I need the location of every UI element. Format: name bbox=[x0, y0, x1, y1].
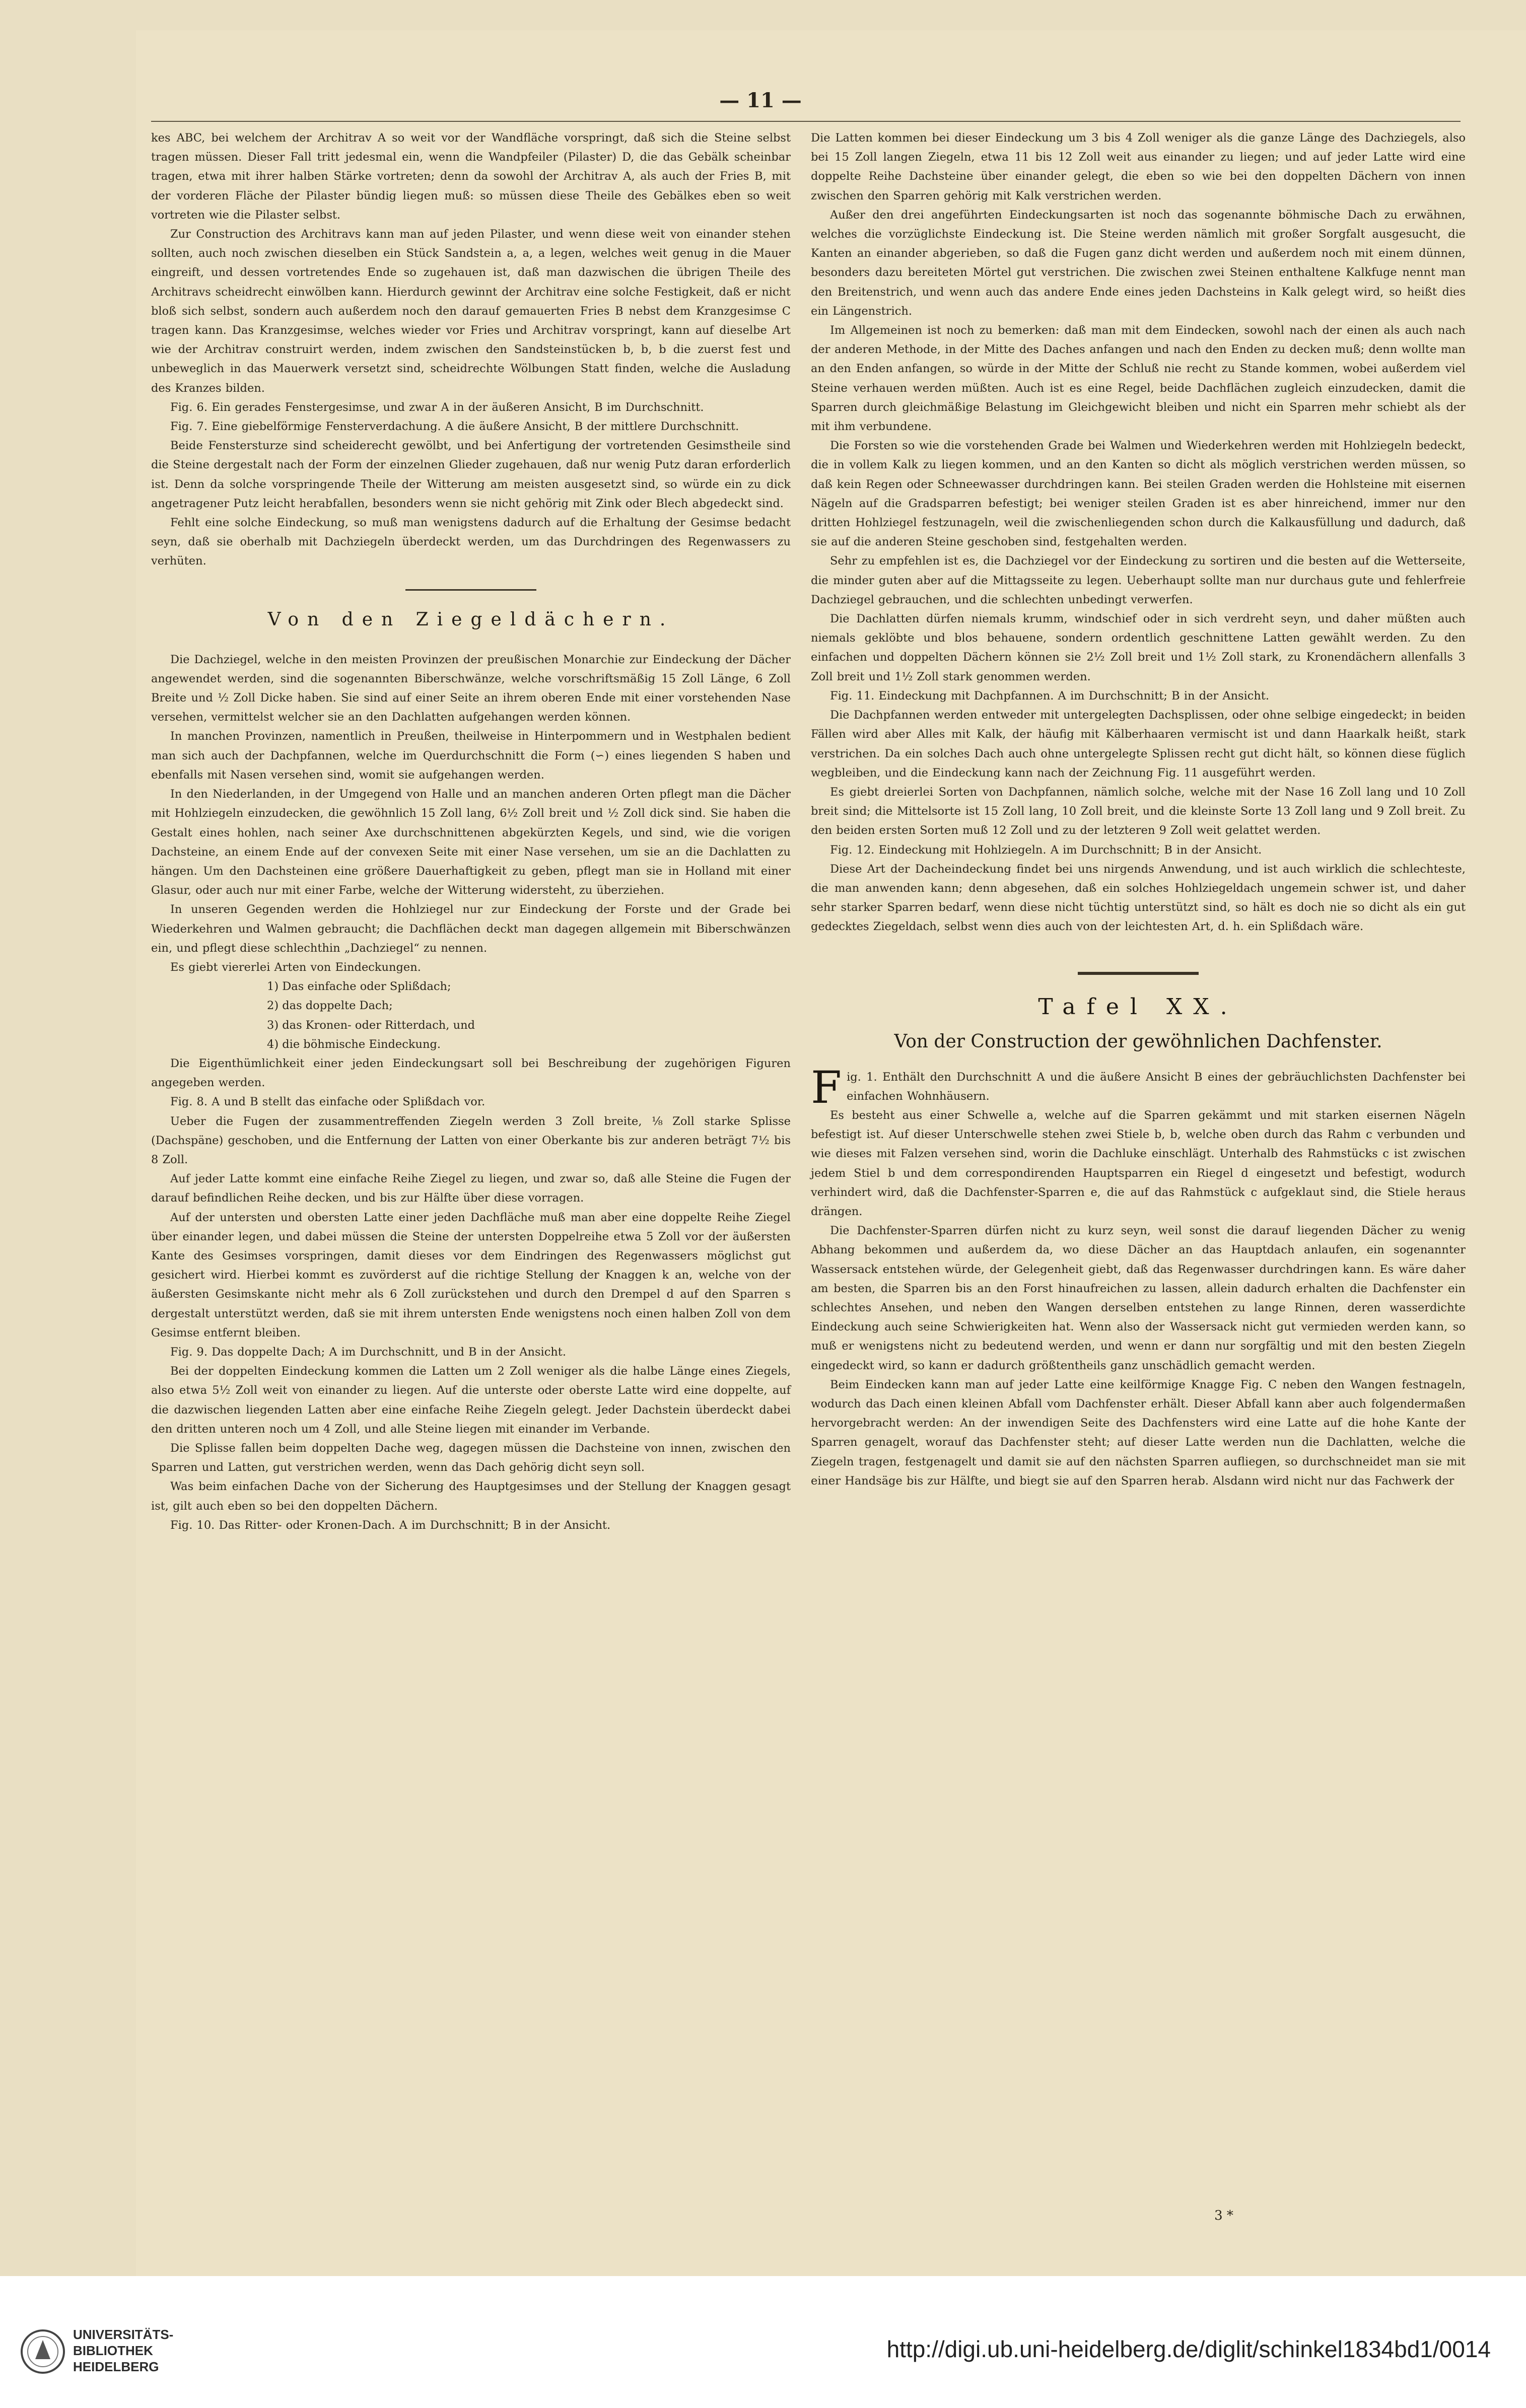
library-line: UNIVERSITÄTS- bbox=[73, 2327, 174, 2342]
paragraph: Fig. 6. Ein gerades Fenstergesimse, und zwar A in der äußeren Ansicht, B im Durchschnitt. bbox=[170, 400, 704, 414]
section-body bbox=[151, 650, 791, 977]
paragraph: Die Forsten so wie die vorstehenden Grade bei Walmen und Wiederkehren werden mit Hohlziegeln bedeckt, die in vollem Kalk zu liegen kommen, und an den Kanten so dicht als möglich verstrichen werden müssen, so daß kein Regen oder Schneewasser durchdringen kann. Bei steilen Graden werden die Hohlsteine mit eisernen Nägeln auf die Gradsparren befestigt; bei weniger steilen Graden ist es aber hinreichend, immer nur den dritten Hohlziegel festzunageln, weil die zwischenliegenden schon durch die Kalkausfüllung und dadurch, daß sie auf die anderen Steine geschoben sind, festgehalten werden. bbox=[811, 439, 1466, 549]
paragraph: Diese Art der Dacheindeckung findet bei uns nirgends Anwendung, und ist auch wirklich die schlechteste, die man anwenden kann; denn abgesehen, daß ein solches Hohlziegeldach ungemein schwer ist, und daher sehr starker Sparren bedarf, wenn diese nicht tüchtig unterstützt sind, so hält es doch nie so dicht als ein gut gedecktes Ziegeldach, selbst wenn dies auch von der leichtesten Art, d. h. ein Splißdach wäre. bbox=[811, 862, 1466, 934]
paragraph: Es giebt viererlei Arten von Eindeckungen. bbox=[170, 960, 421, 974]
list-item: 3) das Kronen- oder Ritterdach, und bbox=[267, 1018, 475, 1032]
paragraph: Fig. 12. Eindeckung mit Hohlziegeln. A im Durchschnitt; B in der Ansicht. bbox=[830, 843, 1262, 857]
paragraph: Beide Fenstersturze sind scheiderecht gewölbt, und bei Anfertigung der vortretenden Gesimstheile sind die Steine dergestalt nach der Form der einzelnen Glieder zugehauen, daß nur wenig Putz daran erforderlich ist. Denn da solche vorspringende Theile der Witterung am meisten ausgesetzt sind, so würde ein zu dick angetragener Putz leicht herabfallen, besonders wenn sie nicht gehörig mit Zink oder Blech abgedeckt sind. bbox=[151, 439, 791, 510]
right-column-text bbox=[811, 128, 1466, 937]
paragraph: Auf jeder Latte kommt eine einfache Reihe Ziegel zu liegen, und zwar so, daß alle Steine die Fugen der darauf befindlichen Reihe decken, und bis zur Hälfte über diese vorragen. bbox=[151, 1172, 791, 1205]
paragraph: ig. 1. Enthält den Durchschnitt A und die äußere Ansicht B eines der gebräuchlichsten Dachfenster bei einfachen Wohnhäusern. bbox=[847, 1070, 1466, 1103]
sheet-signature-mark: 3 * bbox=[1214, 2208, 1233, 2223]
viewer-footer bbox=[0, 2276, 1526, 2408]
paragraph: Die Eigenthümlichkeit einer jeden Eindeckungsart soll bei Beschreibung der zugehörigen Figuren angegeben werden. bbox=[151, 1056, 791, 1090]
paragraph: Zur Construction des Architravs kann man auf jeden Pilaster, und wenn diese weit von einander stehen sollten, auch noch zwischen dieselben ein Stück Sandstein a, a, a legen, welches weit genug in die Mauer eingreift, und dessen vortretendes Ende so zugehauen ist, daß man dazwischen die übrigen Theile des Architravs scheidrecht einwölben kann. Hierdurch gewinnt der Architrav eine solche Festigkeit, daß er nicht bloß sich selbst, sondern auch außerdem noch den darauf gemauerten Fries B nebst dem Kranzgesimse C tragen kann. Das Kranzgesimse, welches wieder vor Fries und Architrav vorspringt, kann auf dieselbe Art wie der Architrav construirt werden, indem zwischen den Sandsteinstücken b, b, b die zuerst fest und unbeweglich in das Mauerwerk versetzt sind, scheidrechte Wölbungen Statt finden, welche die Ausladung des Kranzes bilden. bbox=[151, 228, 791, 395]
paragraph: Die Dachziegel, welche in den meisten Provinzen der preußischen Monarchie zur Eindeckung der Dächer angewendet werden, sind die sogenannten Biberschwänze, welche vorschriftsmäßig 15 Zoll Länge, 6 Zoll Breite und ½ Zoll Dicke haben. Sie sind auf einer Seite an ihrem oberen Ende mit einer vorstehenden Nase versehen, vermittelst welcher sie an den Dachlatten aufgehangen werden können. bbox=[151, 653, 791, 724]
paragraph: Auf der untersten und obersten Latte einer jeden Dachfläche muß man aber eine doppelte Reihe Ziegel über einander legen, und dabei müssen die Steine der untersten Doppelreihe etwa 5 Zoll vor der äußersten Kante des Gesimses vorspringen, damit dieses vor dem Eindringen des Regenwassers möglichst gut gesichert wird. Hierbei kommt es zuvörderst auf die richtige Stellung der Knaggen k an, welche von der äußersten Gesimskante nicht mehr als 6 Zoll zurückstehen und durch den Drempel d auf den Sparren s dergestalt unterstützt werden, daß sie mit ihrem untersten Ende wenigstens noch einen halben Zoll von dem Gesimse entfernt bleiben. bbox=[151, 1211, 791, 1339]
tafel-body bbox=[811, 1061, 1466, 1491]
tafel-title: Tafel XX. bbox=[1038, 994, 1238, 1020]
section-title: Von den Ziegeldächern. bbox=[267, 609, 674, 630]
paragraph: Die Dachlatten dürfen niemals krumm, windschief oder in sich verdreht seyn, und daher müßten auch niemals geklöbte und blos behauene, sondern ordentlich geschnittene Latten gewählt werden. Zu den einfachen und doppelten Dächern können sie 2½ Zoll breit und 1½ Zoll stark, zu Kronendächern allenfalls 3 Zoll breit und 1½ Zoll stark genommen werden. bbox=[811, 612, 1466, 683]
paragraph: Bei der doppelten Eindeckung kommen die Latten um 2 Zoll weniger als die halbe Länge eines Ziegels, also etwa 5½ Zoll weit von einander zu liegen. Auf die unterste oder oberste Latte wird eine doppelte, auf die dazwischen liegenden Latten aber eine einfache Reihe Ziegeln gelegt. Jeder Dachstein überdeckt dabei den dritten unteren noch um 4 Zoll, und alle Steine liegen mit einander im Verbande. bbox=[151, 1365, 791, 1436]
paragraph: Die Dachfenster-Sparren dürfen nicht zu kurz seyn, weil sonst die darauf liegenden Dächer zu wenig Abhang bekommen und außerdem da, wo diese Dächer an das Hauptdach anlaufen, ein sogenannter Wassersack entstehen würde, der Gelegenheit giebt, daß das Regenwasser durchdringen kann. Es wäre daher am besten, die Sparren bis an den Forst hinaufreichen zu lassen, allein dadurch erhalten die Dachfenster ein schlechtes Ansehen, und neben den Wangen derselben entstehen zu lange Rinnen, deren wasserdichte Eindeckung auch seine Schwierigkeiten hat. Wenn also der Wassersack nicht gut vermieden werden kann, so muß er wenigstens nicht zu bedeutend werden, und wenn er dann nur sorgfältig und mit den besten Ziegeln eingedeckt wird, so kann er dadurch größtentheils ganz unschädlich gemacht werden. bbox=[811, 1224, 1466, 1372]
paragraph: Ueber die Fugen der zusammentreffenden Ziegeln werden 3 Zoll breite, ⅛ Zoll starke Splisse (Dachspäne) geschoben, und die Entfernung der Latten von einer Oberkante bis zur anderen beträgt 7½ bis 8 Zoll. bbox=[151, 1114, 791, 1166]
section-divider bbox=[405, 589, 536, 591]
paragraph: In den Niederlanden, in der Umgegend von Halle und an manchen anderen Orten pflegt man die Dächer mit Hohlziegeln einzudecken, die gewöhnlich 15 Zoll lang, 6½ Zoll breit und ½ Zoll dick sind. Sie haben die Gestalt eines hohlen, nach seiner Axe durchschnittenen abgekürzten Kegels, und sind, wie die vorigen Dachsteine, an einem Ende auf der convexen Seite mit einer Nase versehen, um sie an die Dachlatten zu hängen. Um den Dachsteinen eine größere Dauerhaftigkeit zu geben, pflegt man sie in Holland mit einer Glasur, oder auch nur mit einer Farbe, welche der Witterung widersteht, zu überziehen. bbox=[151, 788, 791, 897]
tafel-divider bbox=[1078, 972, 1199, 975]
paragraph: Fig. 10. Das Ritter- oder Kronen-Dach. A im Durchschnitt; B in der Ansicht. bbox=[170, 1518, 611, 1532]
section-body-continued bbox=[151, 1054, 791, 1535]
paragraph: Fehlt eine solche Eindeckung, so muß man wenigstens dadurch auf die Erhaltung der Gesimse bedacht seyn, daß sie oberhalb mit Dachziegeln überdeckt werden, um das Durchdringen des Regenwassers zu verhüten. bbox=[151, 516, 791, 568]
paragraph: Es besteht aus einer Schwelle a, welche auf die Sparren gekämmt und mit starken eisernen Nägeln befestigt ist. Auf dieser Unterschwelle stehen zwei Stiele b, b, welche oben durch das Rahm c verbunden und wie dieses mit Falzen versehen sind, worin die Dachluke einschlägt. Unterhalb des Rahmstücks c ist zwischen jedem Stiel b und dem correspondirenden Hauptsparren ein Riegel d eingesetzt und befestigt, wodurch verhindert wird, daß die Dachfenster-Sparren e, die auf das Rahmstück c aufgeklaut sind, die Stiele heraus drängen. bbox=[811, 1108, 1466, 1218]
paragraph: Fig. 7. Eine giebelförmige Fensterverdachung. A die äußere Ansicht, B der mittlere Durchschnitt. bbox=[170, 420, 739, 434]
left-column bbox=[151, 128, 791, 2218]
paragraph: Es giebt dreierlei Sorten von Dachpfannen, nämlich solche, welche mit der Nase 16 Zoll lang und 10 Zoll breit sind; die Mittelsorte ist 15 Zoll lang, 10 Zoll breit, und die kleinste Sorte 13 Zoll lang und 9 Zoll breit. Zu den beiden ersten Sorten muß 12 Zoll und zu der letzteren 9 Zoll weit gelattet werden. bbox=[811, 785, 1466, 837]
paragraph: Die Splisse fallen beim doppelten Dache weg, dagegen müssen die Dachsteine von innen, zwischen den Sparren und Latten, gut verstrichen werden, wenn das Dach gehörig dicht seyn soll. bbox=[151, 1442, 791, 1474]
roof-type-list bbox=[151, 977, 791, 1054]
paragraph: In unseren Gegenden werden die Hohlziegel nur zur Eindeckung der Forste und der Grade bei Wiederkehren und Walmen gebraucht; die Dachflächen deckt man dagegen allgemein mit Biberschwänzen ein, und pflegt diese schlechthin „Dachziegel“ zu nennen. bbox=[151, 903, 791, 955]
library-line: HEIDELBERG bbox=[73, 2359, 159, 2374]
paragraph: Die Latten kommen bei dieser Eindeckung um 3 bis 4 Zoll weniger als die ganze Länge des Dachziegels, also bei 15 Zoll langen Ziegeln, etwa 11 bis 12 Zoll weit aus einander zu liegen; und auf jeder Latte wird eine doppelte Reihe Dachsteine über einander gelegt, die eben so wie bei den doppelten Dächern von innen zwischen den Sparren gehörig mit Kalk verstrichen werden. bbox=[811, 131, 1466, 202]
library-name bbox=[73, 2326, 224, 2375]
paragraph: Fig. 8. A und B stellt das einfache oder Splißdach vor. bbox=[170, 1095, 485, 1109]
paragraph: Fig. 9. Das doppelte Dach; A im Durchschnitt, und B in der Ansicht. bbox=[170, 1345, 566, 1359]
list-item: 1) Das einfache oder Splißdach; bbox=[267, 980, 451, 994]
list-item: 2) das doppelte Dach; bbox=[267, 999, 393, 1013]
source-url-link[interactable]: http://digi.ub.uni-heidelberg.de/diglit/schinkel1834bd1/0014 bbox=[886, 2336, 1491, 2362]
paragraph: kes ABC, bei welchem der Architrav A so weit vor der Wandfläche vorspringt, daß sich die Steine selbst tragen müssen. Dieser Fall tritt jedesmal ein, wenn die Wandpfeiler (Pilaster) D, die das Gebälk scheinbar tragen, etwa mit ihrer halben Stärke vortreten; denn da sowohl der Architrav A, als auch der Fries B, mit der vorderen Fläche der Pilaster bündig liegen muß: so müssen diese Theile des Gebälkes eben so weit vortreten wie die Pilaster selbst. bbox=[151, 131, 791, 222]
paragraph: Beim Eindecken kann man auf jeder Latte eine keilförmige Knagge Fig. C neben den Wangen festnageln, wodurch das Dach einen kleinen Abfall vom Dachfenster erhält. Dieser Abfall kann aber auch folgendermaßen hervorgebracht werden: An der inwendigen Seite des Dachfensters wird eine Latte auf die hohe Kante der Sparren genagelt, worauf das Dachfenster steht; auf dieser Latte werden nun die Dachlatten, welche die Ziegeln tragen, festgenagelt und damit sie auf den nächsten Sparren aufliegen, so durchschneidet man sie mit einer Handsäge bis zur Hälfte, und biegt sie auf den Sparren herab. Alsdann wird nicht nur das Fachwerk der bbox=[811, 1378, 1466, 1488]
page-number: — 11 — bbox=[719, 89, 802, 112]
drop-cap: F bbox=[811, 1061, 842, 1113]
left-intro-text bbox=[151, 128, 791, 571]
paragraph: Was beim einfachen Dache von der Sicherung des Hauptgesimses und der Stellung der Knaggen gesagt ist, gilt auch eben so bei den doppelten Dächern. bbox=[151, 1480, 791, 1513]
right-column bbox=[811, 128, 1466, 2218]
paragraph: Im Allgemeinen ist noch zu bemerken: daß man mit dem Eindecken, sowohl nach der einen als auch nach der anderen Methode, in der Mitte des Daches anfangen und nach den Enden zu decken muß; denn wollte man an den Enden anfangen, so würde in der Mitte der Schluß nie recht zu Stande kommen, wobei außerdem viel Steine verhauen werden müßten. Auch ist es eine Regel, beide Dachflächen zugleich einzudecken, damit die Sparren durch gleichmäßige Belastung im Gleichgewicht bleiben und nicht ein Sparren mehr schiebt als der mit ihm verbundene. bbox=[811, 324, 1466, 434]
university-seal-icon bbox=[20, 2329, 65, 2374]
paragraph: Sehr zu empfehlen ist es, die Dachziegel vor der Eindeckung zu sortiren und die besten auf die Wetterseite, die minder guten aber auf die Mittagsseite zu legen. Ueberhaupt sollte man nur durchaus gute und fehlerfreie Dachziegel gebrauchen, und die schlechten unbedingt verwerfen. bbox=[811, 554, 1466, 606]
tafel-subtitle: Von der Construction der gewöhnlichen Dachfenster. bbox=[894, 1031, 1382, 1052]
paragraph: In manchen Provinzen, namentlich in Preußen, theilweise in Hinterpommern und in Westphalen bedient man sich auch der Dachpfannen, welche im Querdurchschnitt die Form (∽) eines liegenden S haben und ebenfalls mit Nasen versehen sind, womit sie aufgehangen werden. bbox=[151, 730, 791, 782]
paragraph: Fig. 11. Eindeckung mit Dachpfannen. A im Durchschnitt; B in der Ansicht. bbox=[830, 689, 1270, 702]
library-line: BIBLIOTHEK bbox=[73, 2343, 153, 2358]
paragraph: Außer den drei angeführten Eindeckungsarten ist noch das sogenannte böhmische Dach zu erwähnen, welches die vorzüglichste Eindeckung ist. Die Steine werden nämlich mit großer Sorgfalt ausgesucht, die Kanten an einander abgerieben, so daß die Fugen ganz dicht werden und außerdem noch mit einem dünnen, besonders dazu bereiteten Mörtel gut verstrichen. Die zwischen zwei Steinen enthaltene Kalkfuge nennt man den Breitenstrich, und wenn auch das andere Ende eines jeden Dachsteins in Kalk gelegt wird, so heißt dies ein Längenstrich. bbox=[811, 208, 1466, 318]
paragraph: Die Dachpfannen werden entweder mit untergelegten Dachsplissen, oder ohne selbige eingedeckt; in beiden Fällen wird aber Alles mit Kalk, der häufig mit Kälberhaaren vermischt ist und dann Haarkalk heißt, stark verstrichen. Da ein solches Dach auch ohne untergelegte Splissen recht gut dicht hält, so können diese füglich wegbleiben, und die Eindeckung kann nach der Zeichnung Fig. 11 ausgeführt werden. bbox=[811, 709, 1466, 780]
list-item: 4) die böhmische Eindeckung. bbox=[267, 1037, 441, 1051]
header-rule bbox=[151, 121, 1461, 122]
